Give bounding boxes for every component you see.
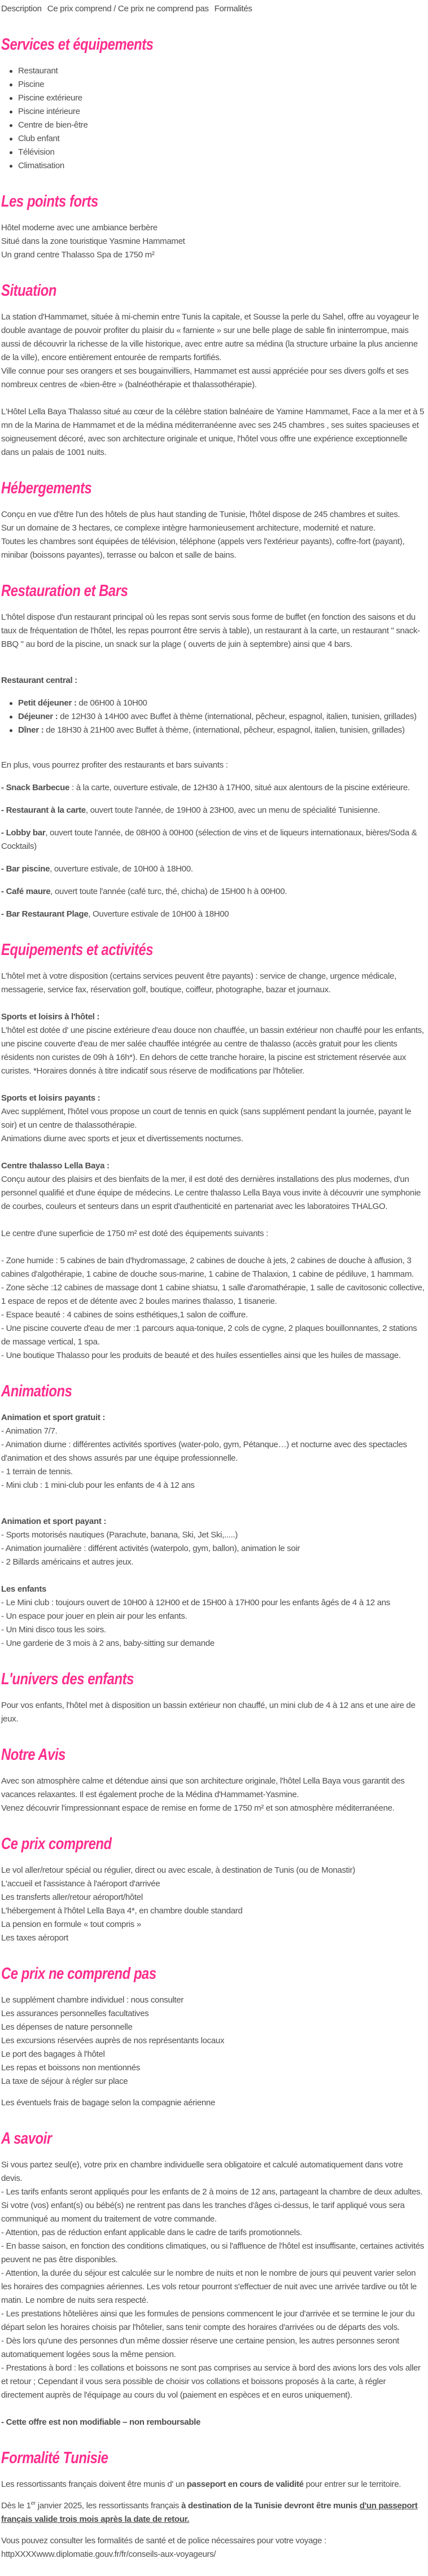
section-notre-avis: [1, 1745, 425, 1815]
situation-paragraph: L'Hôtel Lella Baya Thalasso situé au cœur de la célèbre station balnéaire de Yamine Hammamet, Face a la mer et à 5 mn de la Marina de Hammamet et de la médina méditerranéenne avec ses 245 chambres , ses suites spacieuses et soigneusement décoré, avec son architecture originale et unique, l'hôtel vous offre une expérience exceptionnelle dans un palais de 1001 nuits.: [1, 407, 425, 457]
section-title-animations: Animations: [1, 1382, 72, 1400]
point-fort-line: Hôtel moderne avec une ambiance berbère: [1, 223, 158, 233]
situation-paragraph: La station d'Hammamet, située à mi-chemin entre Tunis la capitale, et Sousse la perle du Sahel, offre au voyageur le double avantage de pouvoir profiter du plaisir du « farniente » sur une belle plage de sable fin ininterrompue, mais aussi de découvrir la richesse de la ville historique, avec entre autre sa médina (la structure urbaine la plus ancienne de la ville), encore entièrement entourée de remparts fortifiés.: [1, 312, 419, 362]
hebergements-line: Sur un domaine de 3 hectares, ce complexe intègre harmonieusement architecture, modernité et nature.: [1, 523, 375, 533]
notre-avis-paragraph: Avec son atmosphère calme et détendue ainsi que son architecture originale, l'hôtel Lella Baya vous garantit des vacances relaxantes. Il est également proche de la Médina d'Hammamet-Yasmine.: [1, 1776, 405, 1799]
thalasso-text: Conçu autour des plaisirs et des bienfaits de la mer, il est doté des dernières installations des plus modernes, d'un personnel qualifié et d'une équipe de médecins. Le centre thalasso Lella Baya vous invite à découvrir une symphonie de courbes, couleurs et senteurs dans un esprit d'authenticité en partenariat avec les laboratoires THALGO.: [1, 1175, 421, 1211]
prix-ne-comprend-item: Le supplément chambre individuel : nous consulter: [1, 1995, 184, 2005]
section-restauration: [1, 581, 425, 921]
section-prix-comprend: [1, 1834, 425, 1945]
situation-paragraph: Ville connue pour ses orangers et ses bougainvilliers, Hammamet est aussi appréciée pour ses divers golfs et ses nombreux centres de «bien-être » (balnéothérapie et thalassothérapie).: [1, 366, 409, 389]
prix-ne-comprend-item: Les assurances personnelles facultatives: [1, 2009, 149, 2018]
section-hebergements: [1, 479, 425, 562]
sports-payants-text: Avec supplément, l'hôtel vous propose un court de tennis en quick (sans supplément pendant la journée, payant le soir) et un centre de thalassothérapie.: [1, 1107, 412, 1130]
les-enfants-label: Les enfants: [1, 1584, 47, 1594]
section-title-points-forts: Les points forts: [1, 192, 98, 211]
section-title-restauration: Restauration et Bars: [1, 582, 128, 600]
prix-comprend-item: Le vol aller/retour spécial ou régulier, direct ou avec escale, à destination de Tunis (ou de Monastir): [1, 1865, 355, 1875]
service-item: Piscine: [18, 78, 425, 91]
formalites-2025-line: [1, 2499, 425, 2526]
prix-ne-comprend-item: Les repas et boissons non mentionnés: [1, 2063, 141, 2073]
zone-item: - Une boutique Thalasso pour les produits de beauté et des huiles essentielles ainsi que les huiles de massage.: [1, 1351, 401, 1360]
zone-item: - Zone sèche :12 cabines de massage dont 1 cabine shiatsu, 1 salle d'aromathérapie, 1 salle de cavitosonic collective, 1 espace de repos et de détente avec 2 boules marines thalasso, 1 tisanerie.: [1, 1283, 425, 1306]
restaurant-central-label: Restaurant central :: [1, 676, 77, 685]
section-title-univers-enfants: L'univers des enfants: [1, 1670, 134, 1688]
venue-item: [1, 885, 425, 899]
hebergements-line: Conçu en vue d'être l'un des hôtels de plus haut standing de Tunisie, l'hôtel dispose de 245 chambres et suites.: [1, 510, 400, 519]
section-formalites: [1, 2448, 425, 2561]
service-item: Piscine intérieure: [18, 105, 425, 119]
section-points-forts: [1, 192, 425, 262]
formalites-text-bold-underline: d'un passeport français valide trois mois après la date de retour.: [1, 2501, 418, 2524]
venue-detail: , ouvert toute l'année, de 08H00 à 00H00 (sélection de vins et de liqueurs internationaux, bières/Soda & Cocktails): [1, 828, 417, 851]
thalasso-label: Centre thalasso Lella Baya :: [1, 1161, 110, 1171]
venue-name: - Snack Barbecue: [1, 783, 70, 792]
venue-detail: , ouverture estivale, de 10H00 à 18H00.: [50, 864, 193, 874]
section-services: [1, 35, 425, 173]
meal-detail: de 12H30 à 14H00 avec Buffet à thème (international, pêcheur, espagnol, italien, tunisien, grillades): [58, 712, 417, 721]
zone-item: - Espace beauté : 4 cabines de soins esthétiques,1 salon de coiffure.: [1, 1310, 248, 1320]
thalasso-center-line: Le centre d'une superficie de 1750 m² est doté des équipements suivants :: [1, 1229, 268, 1238]
a-savoir-item: - Dès lors qu'une des personnes d'un même dossier réserve une certaine pension, les autres personnes seront automatiquement logées sous la même pension.: [1, 2336, 399, 2359]
section-animations: [1, 1382, 425, 1650]
point-fort-line: Situé dans la zone touristique Yasmine Hammamet: [1, 236, 185, 246]
prix-ne-comprend-item: Les dépenses de nature personnelle: [1, 2022, 133, 2032]
section-title-equipements: Equipements et activités: [1, 941, 154, 959]
section-title-a-savoir: A savoir: [1, 2130, 52, 2148]
meal-detail: de 18H30 à 21H00 avec Buffet à thème, (international, pêcheur, espagnol, italien, tunisien, grillades): [43, 725, 405, 735]
services-list: [1, 64, 425, 173]
thalasso-zones: [1, 1254, 425, 1363]
a-savoir-item: - Prestations à bord : les collations et boissons ne sont pas comprises au service à bord des avions lors des vols aller et retour ; Cependant il vous sera possible de choisir vos collations et boissons proposés à la carte, à régler directement auprès de l'équipage au cours du vol (paiement en espèces et en euros uniquement).: [1, 2363, 421, 2400]
prix-comprend-item: Les taxes aéroport: [1, 1933, 68, 1943]
animation-item: - Animation 7/7.: [1, 1426, 58, 1436]
section-univers-enfants: [1, 1670, 425, 1726]
prix-ne-comprend-item: Les excursions réservées auprès de nos représentants locaux: [1, 2036, 225, 2045]
section-title-prix-comprend: Ce prix comprend: [1, 1835, 112, 1853]
formalites-text-bold: passeport en cours de validité: [186, 2479, 304, 2489]
formalites-text: pour entrer sur le territoire.: [303, 2479, 401, 2489]
service-item: Club enfant: [18, 132, 425, 146]
animation-item: - Mini club : 1 mini-club pour les enfants de 4 à 12 ans: [1, 1480, 195, 1490]
univers-enfants-text: Pour vos enfants, l'hôtel met à disposition un bassin extérieur non chauffé, un mini club de 4 à 12 ans et une aire de jeux.: [1, 1701, 416, 1724]
enfant-item: - Un Mini disco tous les soirs.: [1, 1625, 106, 1635]
sports-payants-label: Sports et loisirs payants :: [1, 1093, 101, 1103]
prix-ne-comprend-extra: Les éventuels frais de bagage selon la compagnie aérienne: [1, 2098, 216, 2108]
venue-item: [1, 826, 425, 853]
animation-item: - 2 Billards américains et autres jeux.: [1, 1557, 134, 1567]
service-item: Restaurant: [18, 64, 425, 78]
prix-comprend-item: L'hébergement à l'hôtel Lella Baya 4*, en chambre double standard: [1, 1906, 243, 1916]
tab-description[interactable]: Description: [1, 4, 42, 14]
a-savoir-item: Si vous partez seul(e), votre prix en chambre individuelle sera obligatoire et calculé automatiquement dans votre devis.: [1, 2160, 403, 2183]
section-title-formalites: Formalité Tunisie: [1, 2449, 108, 2467]
restauration-intro: L'hôtel dispose d'un restaurant principal où les repas sont servis sous forme de buffet (en fonction des saisons et du taux de fréquentation de l'hôtel, les repas pourront être servis à table), un restaurant à la carte, un restaurant " snack-BBQ " au bord de la piscine, un snack sur la plage ( ouverts de juin à septembre) ainsi que 4 bars.: [1, 612, 420, 649]
animation-item: - 1 terrain de tennis.: [1, 1467, 73, 1477]
animation-item: - Animation diurne : différentes activités sportives (water-polo, gym, Pétanque…) et nocturne avec des spectacles d'animation et des shows assurés par une équipe professionnelle.: [1, 1440, 407, 1463]
section-title-prix-ne-comprend-pas: Ce prix ne comprend pas: [1, 1965, 156, 1983]
animation-gratuit-label: Animation et sport gratuit :: [1, 1413, 106, 1422]
venue-name: - Bar piscine: [1, 864, 50, 874]
animation-payant-label: Animation et sport payant :: [1, 1517, 107, 1526]
venue-item: [1, 862, 425, 876]
venue-name: - Bar Restaurant Plage: [1, 909, 89, 919]
formalites-text: Les ressortissants français doivent être munis d' un: [1, 2479, 187, 2489]
equipements-intro: L'hôtel met à votre disposition (certains services peuvent être payants) : service de change, urgence médicale, messagerie, service fax, réservation golf, boutique, coiffeur, photographe, bazar et journaux.: [1, 971, 396, 995]
formalites-text-bold: à destination de la Tunisie devront être munis: [181, 2501, 360, 2511]
section-situation: [1, 281, 425, 459]
zone-item: - Une piscine couverte d'eau de mer :1 parcours aqua-tonique, 2 cols de cygne, 2 plaques bouillonnantes, 2 stations de massage vertical, 1 spa.: [1, 1324, 417, 1347]
section-equipements: [1, 940, 425, 1363]
prix-comprend-item: L'accueil et l'assistance à l'aéroport d'arrivée: [1, 1879, 160, 1889]
animation-item: - Sports motorisés nautiques (Parachute, banana, Ski, Jet Ski,.....): [1, 1530, 238, 1540]
a-savoir-item: - Attention, la durée du séjour est calculée sur le nombre de nuits et non le nombre de jours qui peuvent varier selon les horaires des compagnies aériennes. Les vols retour pourront s'effectuer de nuit avec une arrivée tardive ou tôt le matin. Le nombre de nuits sera respecté.: [1, 2268, 417, 2305]
sports-hotel-text: L'hôtel est dotée d' une piscine extérieure d'eau douce non chauffée, un bassin extérieur non chauffé pour les enfants, une piscine couverte d'eau de mer salée chauffée intégrée au centre de thalasso (accès gratuit pour les clients résidents non curistes de 09h à 16h*). En dehors de cette tranche horaire, la piscine est strictement réservée aux curistes. *Horaires donnés à titre indicatif sous réserve de modifications par l'hôtelier.: [1, 1026, 424, 1076]
venue-detail: , Ouverture estivale de 10H00 à 18H00: [88, 909, 229, 919]
service-item: Télévision: [18, 146, 425, 159]
point-fort-line: Un grand centre Thalasso Spa de 1750 m²: [1, 250, 155, 260]
meal-label: Déjeuner :: [18, 712, 58, 721]
service-item: Piscine extérieure: [18, 91, 425, 105]
section-title-notre-avis: Notre Avis: [1, 1746, 65, 1764]
tab-bar: [1, 2, 425, 16]
tab-ce-prix-comprend[interactable]: Ce prix comprend / Ce prix ne comprend pas: [47, 4, 209, 14]
formalites-passport-line: [1, 2478, 425, 2491]
prix-ne-comprend-item: La taxe de séjour à régler sur place: [1, 2076, 128, 2086]
tab-formalites[interactable]: Formalités: [214, 4, 252, 14]
restauration-more-intro: En plus, vous pourrez profiter des restaurants et bars suivants :: [1, 760, 228, 770]
zone-item: - Zone humide : 5 cabines de bain d'hydromassage, 2 cabines de douche à jets, 2 cabines de douche à affusion, 3 cabines d'algothérapie, 1 cabine de douche sous-marine, 1 cabine de Thalaxion, 1 cabine de pédiluve, 1 hammam.: [1, 1256, 414, 1279]
venue-item: [1, 781, 425, 795]
formalites-consult-line: Vous pouvez consulter les formalités de santé et de police nécessaires pour votre voyage :: [1, 2536, 326, 2546]
venue-detail: : à la carte, ouverture estivale, de 12H30 à 17H00, situé aux alentours de la piscine extérieure.: [69, 783, 410, 792]
a-savoir-item: - Attention, pas de réduction enfant applicable dans le cadre de tarifs promotionnels.: [1, 2228, 302, 2237]
formalites-text: Dès le 1: [1, 2501, 31, 2511]
service-item: Climatisation: [18, 159, 425, 173]
formalites-url-line: httpXXXXwww.diplomatie.gouv.fr/fr/conseils-aux-voyageurs/: [1, 2549, 216, 2559]
venue-detail: , ouvert toute l'année, de 19H00 à 23H00, avec un menu de spécialité Tunisienne.: [85, 805, 380, 815]
enfant-item: - Un espace pour jouer en plein air pour les enfants.: [1, 1611, 187, 1621]
ordinal-superscript: er: [30, 2500, 36, 2507]
animation-item: - Animation journalière : différent activités (waterpolo, gym, ballon), animation le soir: [1, 1544, 300, 1553]
venue-item: [1, 804, 425, 817]
a-savoir-item: - En basse saison, en fonction des conditions climatiques, ou si l'affluence de l'hôtel est insuffisante, certaines activités peuvent ne pas être disponibles.: [1, 2241, 424, 2264]
venue-detail: , ouvert toute l'année (café turc, thé, chicha) de 15H00 h à 00H00.: [50, 887, 287, 896]
notre-avis-paragraph: Venez découvrir l'impressionnant espace de remise en forme de 1750 m² et son atmosphère méditerranéene.: [1, 1803, 395, 1813]
restaurant-central-list: [1, 696, 425, 737]
hebergements-line: Toutes les chambres sont équipées de télévision, téléphone (appels vers l'extérieur payants), coffre-fort (payant), minibar (boissons payantes), terrasse ou balcon et salle de bains.: [1, 537, 405, 560]
sports-hotel-label: Sports et loisirs à l'hôtel :: [1, 1012, 100, 1022]
venue-name: - Café maure: [1, 887, 51, 896]
meal-detail: de 06H00 à 10H00: [76, 698, 147, 708]
meal-item: [18, 696, 425, 710]
venue-name: - Restaurant à la carte: [1, 805, 86, 815]
enfant-item: - Le Mini club : toujours ouvert de 10H00 à 12H00 et de 15H00 à 17H00 pour les enfants âgés de 4 à 12 ans: [1, 1598, 390, 1607]
enfant-item: - Une garderie de 3 mois à 2 ans, baby-sitting sur demande: [1, 1639, 215, 1648]
section-a-savoir: [1, 2129, 425, 2429]
venue-name: - Lobby bar: [1, 828, 46, 838]
meal-item: [18, 724, 425, 737]
offer-non-refundable-note: - Cette offre est non modifiable – non remboursable: [1, 2417, 201, 2427]
section-title-hebergements: Hébergements: [1, 479, 92, 497]
section-prix-ne-comprend-pas: [1, 1964, 425, 2110]
a-savoir-item: - Les tarifs enfants seront appliqués pour les enfants de 2 à moins de 12 ans, partageant la chambre de deux adultes. Si votre (vos) enfant(s) ou bébé(s) ne rentrent pas dans les tranches d'âges ci-dessus, le tarif appliqué vous sera communiqué au moment du traitement de votre commande.: [1, 2187, 423, 2224]
formalites-text: janvier 2025, les ressortissants français: [35, 2501, 181, 2511]
prix-ne-comprend-item: Le port des bagages à l'hôtel: [1, 2049, 105, 2059]
meal-label: Dîner :: [18, 725, 44, 735]
meal-label: Petit déjeuner :: [18, 698, 77, 708]
section-title-situation: Situation: [1, 282, 57, 300]
section-title-services: Services et équipements: [1, 36, 154, 54]
prix-comprend-item: La pension en formule « tout compris »: [1, 1920, 141, 1929]
service-item: Centre de bien-être: [18, 119, 425, 132]
sports-payants-text2: Animations diurne avec sports et jeux et divertissements nocturnes.: [1, 1134, 243, 1144]
venue-item: [1, 908, 425, 921]
meal-item: [18, 710, 425, 724]
prix-comprend-item: Les transferts aller/retour aéroport/hôtel: [1, 1892, 143, 1902]
a-savoir-item: - Les prestations hôtelières ainsi que les formules de pensions commencent le jour d'arrivée et se termine le jour du départ selon les horaires choisis par l'hôtelier, sans tenir compte des horaires d'arrivées ou de départs des vols.: [1, 2309, 415, 2332]
